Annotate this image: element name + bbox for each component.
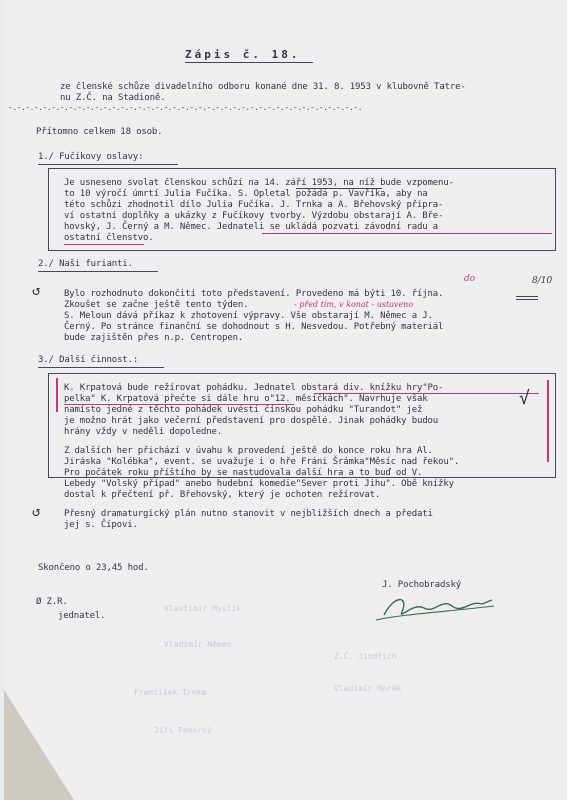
magenta-margin-bar [547, 380, 549, 462]
closing-time: Skončeno o 23,45 hod. [38, 563, 149, 573]
signature-left-name: Ø Z.R. [36, 597, 68, 607]
section-1-line: ostatní členstvo. [64, 233, 154, 243]
section-1-line: této schůzi zhodnotil dílo Julia Fučíka. J. Trnka a A. Břehovský připra- [64, 200, 444, 210]
section-3-line: dostal k přečtení př. Břehovský, který je ochoten režírovat. [64, 490, 381, 500]
section-3-line: Lebedy "Volský případ" anebo hudební komedie"Sever proti Jihu". Obě knížky [64, 479, 454, 489]
separator-line: -.-.-.-.-.-.-.-.-.-.-.-.-.-.-.-.-.-.-.-.-.-.-.-.-.-.-.-.-.-.-.-.-.-.-.-.-.-.-.-.-. [8, 103, 362, 112]
magenta-underline [64, 244, 144, 245]
section-3-line: namísto jedné z těchto pohádek uvésti čínskou pohádku "Turandot" jež [64, 405, 423, 415]
section-2-heading-underline [38, 271, 158, 272]
section-1-line: ví ostatní doplňky a ukázky z Fučíkovy tvorby. Výzdobu obstarají A. Bře- [64, 211, 444, 221]
magenta-underline [314, 393, 539, 394]
magenta-margin-bar [56, 378, 58, 412]
folded-corner [4, 690, 74, 800]
section-2-heading: 2./ Naši furianti. [38, 259, 133, 269]
section-3-line: je možno hrát jako večerní představení pro dospělé. Jinak pohádky budou [64, 416, 439, 426]
magenta-underline [262, 233, 552, 234]
section-1-line: to 10 výročí úmrtí Julia Fučíka. S. Opletal požádá p. Vavříka, aby na [64, 189, 428, 199]
section-1-heading: 1./ Fučíkovy oslavy: [38, 152, 144, 162]
handwritten-inline-note: - před tím, v konat - ustaveno [294, 300, 414, 309]
section-3-line: jej s. Čípovi. [64, 520, 138, 530]
section-2-line: Bylo rozhodnuto dokončiti toto představení. Provedeno má býti 10. října. [64, 289, 444, 299]
date-underline [296, 188, 382, 189]
section-3-line: Přesný dramaturgický plán nutno stanovit v nejbližších dnech a předati [64, 509, 433, 519]
bleed-through-text: Z.Č. Jindřich [334, 652, 397, 661]
section-3-line: Jiráska "Kolébka", event. se uvažuje i o hře Fráni Šrámka"Měsíc nad řekou". [64, 457, 460, 467]
margin-check-mark: √ [519, 388, 530, 409]
intro-line-1: ze členské schůze divadelního odboru konané dne 31. 8. 1953 v klubovně Tatre- [60, 82, 466, 92]
section-3-line: K. Krpatová bude režírovat pohádku. Jednatel obstará div. knížku hry"Po- [64, 383, 444, 393]
section-1-line: Je usneseno svolat členskou schůzi na 14. září 1953, na níž bude vzpomenu- [64, 178, 454, 188]
section-2-line: Zkoušet se začne ještě tento týden. [64, 300, 249, 310]
bleed-through-text: Vlastimír Myslík [164, 604, 242, 613]
bleed-through-text: Jiří Pokorný [154, 726, 212, 735]
section-3-heading-underline [38, 367, 164, 368]
handwritten-signature [354, 590, 504, 630]
bleed-through-text: Vladimír Horák [334, 684, 402, 693]
signature-left-role: jednatel. [58, 611, 106, 621]
bleed-through-text: Vladimír Němec [164, 640, 232, 649]
signature-right-name: J. Pochobradský [382, 580, 462, 590]
intro-line-2: nu Z.Č. na Stadioně. [60, 93, 166, 103]
attendance: Přítomno celkem 18 osob. [36, 127, 163, 137]
double-underline [516, 299, 538, 300]
section-3-line: hrány vždy v neděli dopoledne. [64, 427, 223, 437]
margin-check-mark: ↺ [32, 504, 41, 520]
section-1-heading-underline [38, 164, 178, 165]
section-3-line: Z dalších her přichází v úvahu k provedení ještě do konce roku hra Al. [64, 446, 433, 456]
section-3-line: pelka" K. Krpatová přečte si dále hru o"12. měsíčkách". Navrhuje však [64, 394, 428, 404]
double-underline [516, 296, 538, 297]
section-2-line: bude zajištěn přes n.p. Centropen. [64, 333, 244, 343]
section-1-line: hovský, J. Černý a M. Němec. Jednateli se ukládá pozvati závodní radu a [64, 222, 439, 232]
document-page [4, 0, 567, 800]
section-3-line: Pro počátek roku příštího by se nastudovala další hra a to buď od V. [64, 468, 423, 478]
document-title: Zápis č. 18. [185, 48, 301, 61]
bleed-through-text: František Trnka [134, 688, 207, 697]
section-2-line: S. Meloun dává příkaz k zhotovení výpravy. Vše obstarají M. Němec a J. [64, 311, 433, 321]
title-underline [185, 62, 313, 63]
magenta-underline [64, 404, 294, 405]
section-2-line: Černý. Po stránce finanční se dohodnout s H. Nesvedou. Potřebný materiál [64, 322, 444, 332]
handwritten-date-note: do [464, 274, 476, 284]
margin-check-mark: ↺ [32, 283, 41, 299]
handwritten-fraction: 8/10 [532, 276, 553, 286]
section-3-heading: 3./ Další činnost.: [38, 355, 139, 365]
